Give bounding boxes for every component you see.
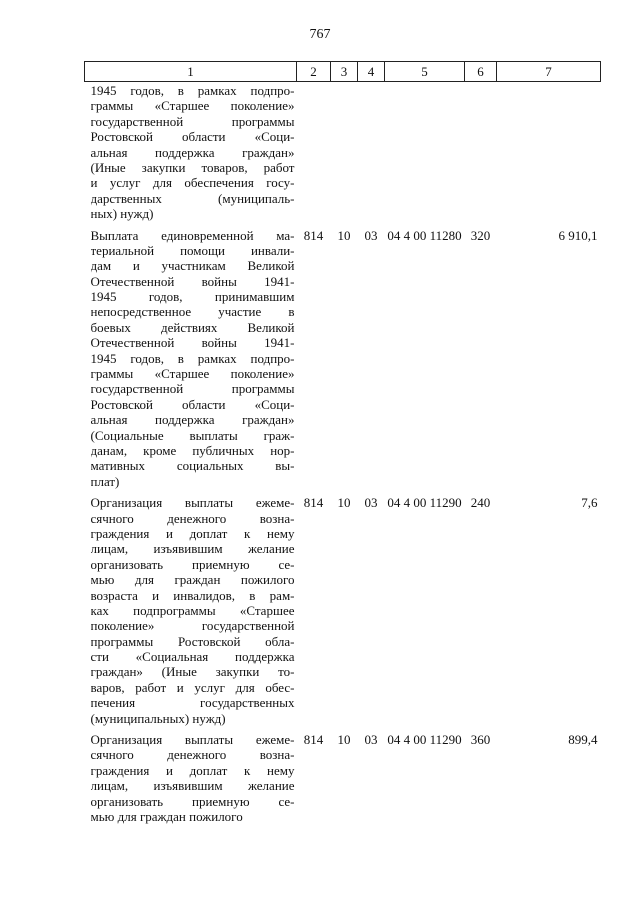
table-body: [85, 82, 601, 831]
description-line: лицам, изъявившим желание: [90, 541, 295, 557]
column-header: 6: [465, 62, 497, 82]
column-header: 5: [385, 62, 465, 82]
table-row: [85, 228, 601, 496]
description-cell: [85, 732, 297, 830]
description-line: граммы «Старшее поколение»: [90, 366, 295, 382]
description-line: мативных социальных вы-: [90, 458, 295, 474]
section-code-cell: 10: [337, 227, 351, 243]
description-line: 1945 годов, в рамках подпро-: [90, 83, 295, 98]
description-line: альная поддержка граждан»: [90, 144, 295, 160]
expense-type-cell: [465, 82, 497, 228]
ministry-code-cell: [297, 82, 331, 228]
description-line: Организация выплаты ежеме-: [90, 495, 295, 511]
description-line: ках подпрограммы «Старшее: [90, 602, 295, 618]
description-line: (Иные закупки товаров, работ: [90, 159, 295, 175]
description-line: лицам, изъявившим желание: [90, 778, 295, 794]
description-line: дам и участникам Великой: [90, 258, 295, 274]
description-line: мью для граждан пожилого: [90, 572, 295, 588]
description-line: 1945 годов, в рамках подпро-: [90, 350, 295, 366]
description-line: непосредственное участие в: [90, 304, 295, 320]
amount-cell: 7,6: [581, 495, 598, 511]
amount-cell: 6 910,1: [558, 227, 598, 243]
subsection-code-cell: [358, 82, 385, 228]
column-header: 3: [331, 62, 358, 82]
description-line: альная поддержка граждан»: [90, 412, 295, 428]
description-line: данам, кроме публичных нор-: [90, 442, 295, 458]
amount-cell: 899,4: [568, 732, 598, 748]
table-header-row: [85, 62, 601, 82]
description-line: Отечественной войны 1941-: [90, 335, 295, 351]
description-line: Отечественной войны 1941-: [90, 273, 295, 289]
description-line: (муниципальных) нужд): [90, 710, 226, 726]
description-line: 1945 годов, принимавшим: [90, 289, 295, 305]
subsection-code-cell: 03: [364, 227, 378, 243]
subsection-code-cell: 03: [364, 732, 378, 748]
description-line: организовать приемную се-: [90, 556, 295, 572]
description-line: варов, работ и услуг для обес-: [90, 679, 295, 695]
description-line: граждения и доплат к нему: [90, 525, 295, 541]
expense-type-cell: 240: [470, 495, 491, 511]
description-line: печения государственных: [90, 695, 295, 711]
description-line: программы Ростовской обла-: [90, 633, 295, 649]
description-line: мью для граждан пожилого: [90, 808, 243, 824]
description-line: Выплата единовременной ма-: [90, 227, 295, 243]
description-line: плат): [90, 473, 120, 489]
column-header: 2: [297, 62, 331, 82]
ministry-code-cell: 814: [303, 732, 324, 748]
target-article-cell: 04 4 00 11290: [387, 495, 462, 511]
expense-type-cell: 360: [470, 732, 491, 748]
target-article-cell: 04 4 00 11290: [387, 732, 462, 748]
description-line: Организация выплаты ежеме-: [90, 732, 295, 748]
subsection-code-cell: 03: [364, 495, 378, 511]
description-line: возраста и инвалидов, в рам-: [90, 587, 295, 603]
section-code-cell: [331, 82, 358, 228]
amount-cell: [497, 82, 601, 228]
description-line: граммы «Старшее поколение»: [90, 98, 295, 114]
ministry-code-cell: 814: [303, 495, 324, 511]
column-header: 7: [497, 62, 601, 82]
description-line: (Социальные выплаты граж-: [90, 427, 295, 443]
section-code-cell: 10: [337, 495, 351, 511]
description-line: сячного денежного возна-: [90, 510, 295, 526]
table-row: [85, 82, 601, 228]
description-line: Ростовской области «Соци-: [90, 129, 295, 145]
description-cell: [85, 495, 297, 732]
description-line: сти «Социальная поддержка: [90, 649, 295, 665]
description-line: боевых действиях Великой: [90, 319, 295, 335]
description-line: организовать приемную се-: [90, 793, 295, 809]
target-article-cell: [385, 82, 465, 228]
description-line: граждан» (Иные закупки то-: [90, 664, 295, 680]
description-line: поколение» государственной: [90, 618, 295, 634]
description-line: ных) нужд): [90, 206, 154, 222]
description-line: граждения и доплат к нему: [90, 762, 295, 778]
description-line: государственной программы: [90, 113, 295, 129]
column-header: 4: [358, 62, 385, 82]
description-line: и услуг для обеспечения госу-: [90, 175, 295, 191]
target-article-cell: 04 4 00 11280: [387, 227, 462, 243]
description-line: сячного денежного возна-: [90, 747, 295, 763]
section-code-cell: 10: [337, 732, 351, 748]
description-cell: [85, 82, 297, 228]
ministry-code-cell: 814: [303, 227, 324, 243]
description-line: государственной программы: [90, 381, 295, 397]
column-header: 1: [85, 62, 297, 82]
budget-table: [84, 61, 601, 830]
expense-type-cell: 320: [470, 227, 491, 243]
page-number: 767: [309, 27, 331, 42]
description-line: териальной помощи инвали-: [90, 242, 295, 258]
description-line: Ростовской области «Соци-: [90, 396, 295, 412]
table-row: [85, 732, 601, 830]
table-row: [85, 495, 601, 732]
description-cell: [85, 228, 297, 496]
description-line: дарственных (муниципаль-: [90, 190, 295, 206]
